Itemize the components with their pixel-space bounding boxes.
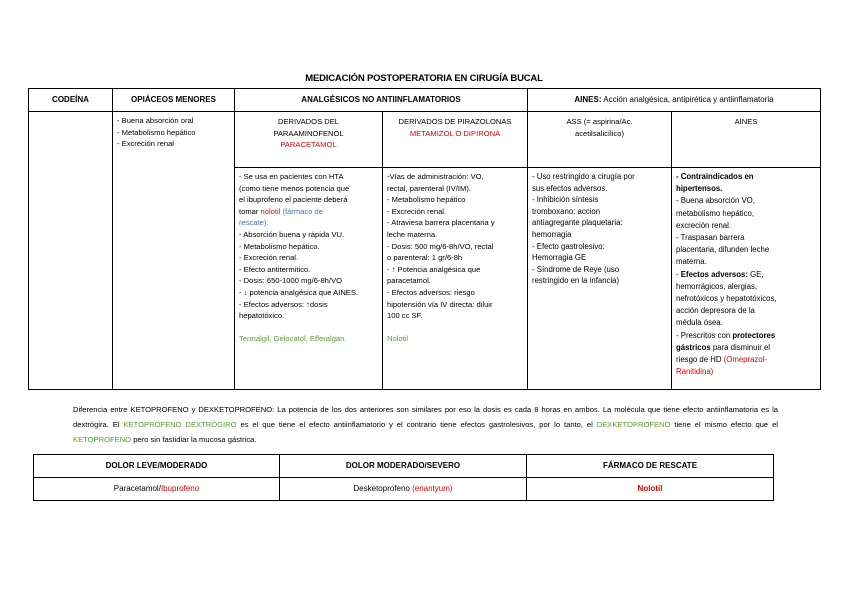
pain-table [33, 454, 774, 501]
text-line: rectal, parenteral (IV/IM). [387, 183, 471, 193]
text-span: KETOPROFENO [73, 435, 132, 444]
header-analgesicos: ANALGÉSICOS NO ANTIINFLAMATORIOS [235, 89, 528, 112]
text-line: - Efecto antitermitico. [239, 264, 311, 274]
pain-table-header [34, 455, 774, 478]
text-line: hemorrágicos, alergias, [676, 281, 758, 291]
table-sub-row [29, 112, 821, 168]
text-line: placentaria, difunden leche [676, 245, 770, 255]
list-item: - Excreción renal [117, 139, 174, 149]
subheader-text: AINES [734, 117, 758, 126]
aines-description: Acción analgésica, antipirética y antiinflamatoria [601, 95, 774, 105]
opiaceos-cell [113, 112, 235, 390]
paracetamol-name: PARACETAMOL [280, 140, 337, 150]
paracetamol-subheader [235, 112, 383, 168]
text-span: es el que tiene el efecto antiinflamatorio y el contrario tiene efectos gastrolesivos, por lo tanto, el [236, 420, 597, 429]
ranitidina-text: Ranitidina) [676, 367, 714, 377]
text-line: - Metabolismo hepático. [239, 241, 320, 251]
ass-subheader [528, 112, 672, 168]
text-span: GE, [747, 269, 764, 279]
text-line [239, 206, 378, 218]
paracetamol-cell [235, 168, 383, 390]
list-item: - Buena absorción oral [117, 116, 194, 125]
text-span: para disminuir el [710, 342, 771, 352]
text-line: - Excreción renal. [387, 206, 447, 216]
subheader-text: PARAAMINOFENOL [273, 128, 344, 138]
text-span: riesgo de HD [676, 355, 724, 365]
text-line: excreción renal. [676, 220, 732, 230]
text-line: - Dosis: 650-1000 mg/6-8h/VO [239, 276, 342, 286]
codeina-cell [29, 112, 113, 390]
text-line: - Se usa en pacientes con HTA [239, 172, 344, 181]
ibuprofeno-text: Ibuprofeno [160, 484, 200, 494]
text-line: leche materna. [387, 229, 438, 239]
text-line: -Vías de administración: VO, [387, 172, 484, 181]
text-line: 100 cc SF. [387, 311, 423, 321]
medication-table [28, 88, 821, 390]
header-dolor-severo: DOLOR MODERADO/SEVERO [280, 455, 527, 478]
text-span: Paracetamol/ [113, 484, 161, 494]
text-line: - Inhibición síntesis [532, 195, 599, 205]
aines-label: AINES: [574, 95, 602, 105]
text-line: materna. [676, 257, 707, 267]
text-span: pero sin fastidiar la mucosa gástrica. [131, 435, 257, 444]
text-line: antiagregante plaquetaria: [532, 218, 623, 228]
text-line: - Síndrome de Reye (uso [532, 264, 620, 274]
text-line: sus efectos adversos. [532, 183, 608, 193]
text-span: - Prescritos con [676, 330, 733, 340]
subheader-text: DERIVADOS DEL [277, 117, 340, 126]
text-line: - Uso restringido a cirugía por [532, 172, 635, 181]
text-line: o parenteral: 1 gr/6-8h [387, 253, 463, 263]
text-span: DEXKETOPROFENO [596, 420, 671, 429]
header-aines [528, 89, 821, 112]
text-line: - ↓ potencia analgésica que AINES. [239, 287, 359, 297]
ketoprofeno-paragraph [73, 402, 778, 447]
text-line: tromboxano: accion [532, 206, 601, 216]
list-item: - Metabolismo hepático [117, 127, 196, 137]
page-title: MEDICACIÓN POSTOPERATORIA EN CIRUGÍA BUCAL [305, 73, 543, 84]
cell-rescate: Nolotil [527, 478, 774, 501]
aines-cell [672, 168, 821, 390]
text-line: - Buena absorción VO, [676, 196, 755, 206]
brand-names: Nolotil [387, 333, 409, 343]
text-line: - Dosis: 500 mg/6-8h/VO, rectal [387, 241, 494, 251]
text-line: hemorragia [532, 229, 572, 239]
metamizol-name: METAMIZOL O DIPIRONA [409, 128, 501, 138]
text-line: - Excreción renal. [239, 253, 299, 263]
text-line: - Absorción buena y rápida VU. [239, 229, 345, 239]
subheader-text: DERIVADOS DE PIRAZOLONAS [398, 117, 512, 126]
aines-subheader [672, 112, 821, 168]
text-line: paracetamol. [387, 276, 431, 286]
table-header-row [29, 89, 821, 112]
text-span: Diferencia entre KETOPROFENO y DEXKETOPROFENO: La potencia de los dos anteriores son similares por eso la dosis es cada 8 horas en ambos. La molécula que tiene efecto antiinflamatoria es la dextrógira. El [73, 405, 778, 429]
subheader-text: ASS (= aspirina/Ac. [566, 117, 633, 126]
text-line: hepatotóxico. [239, 311, 285, 321]
text-line: rescate). [239, 218, 269, 228]
text-line [676, 342, 816, 354]
text-line: hipertensos. [676, 184, 723, 194]
text-line: - Efectos adversos: ↑dosis [239, 299, 328, 309]
text-line: hipotensión vía IV directa: diluir [387, 299, 493, 309]
header-codeina: CODEÍNA [29, 89, 113, 112]
cell-leve [34, 478, 280, 501]
text-line: el ibuprofeno el paciente deberá [239, 195, 348, 205]
header-dolor-leve: DOLOR LEVE/MODERADO [34, 455, 280, 478]
text-span: protectores [732, 330, 776, 340]
pain-table-row [34, 478, 774, 501]
text-line: acción depresora de la [676, 306, 755, 316]
text-line: - Efecto gastrolesivo: [532, 241, 605, 251]
text-span: - [676, 269, 681, 279]
text-line: restringido en la infancia) [532, 276, 620, 286]
ass-cell [528, 168, 672, 390]
text-line: - ↑ Potencia analgésica que [387, 264, 481, 274]
text-line: - Atraviesa barrera placentaria y [387, 218, 495, 228]
header-opiaceos: OPIÁCEOS MENORES [113, 89, 235, 112]
rescate-text: (fármaco de [280, 206, 324, 216]
text-span: tomar [239, 206, 261, 216]
text-span: tiene el mismo efecto que el [670, 420, 778, 429]
cell-severo [280, 478, 527, 501]
text-line [676, 330, 816, 342]
text-line: Hemorragia GE [532, 253, 587, 263]
header-rescate: FÁRMACO DE RESCATE [527, 455, 774, 478]
omeprazol-text: (Omeprazol- [723, 355, 767, 365]
text-span: Desketoprofeno [353, 484, 413, 494]
subheader-text: acetilsalicílico) [575, 128, 624, 138]
text-line: metabolismo hepático, [676, 208, 755, 218]
text-line [676, 269, 816, 281]
pirazolonas-subheader [383, 112, 528, 168]
text-span: gástricos [676, 342, 711, 352]
text-line: - Contraindicados en [676, 172, 754, 181]
text-span: Efectos adversos: [680, 269, 748, 279]
text-line: (como tiene menos potencia que [239, 183, 350, 193]
text-span: KETOPROFENO DEXTRÓGIRO [123, 420, 237, 429]
text-line [676, 354, 816, 366]
brand-names: Termalgil, Gelocatol, Efferalgan. [239, 333, 347, 343]
text-line: - Metabolismo hepático [387, 195, 466, 205]
enantyum-text: (enantyum) [412, 484, 453, 494]
text-line: nefrotóxicos y hepatotóxicos, [676, 294, 777, 304]
metamizol-cell [383, 168, 528, 390]
text-line: médula ósea. [676, 318, 723, 328]
nolotil-text: nolotil [260, 206, 281, 216]
text-line: - Efectos adversos: riesgo [387, 287, 475, 297]
text-line: - Traspasan barrera [676, 233, 745, 243]
